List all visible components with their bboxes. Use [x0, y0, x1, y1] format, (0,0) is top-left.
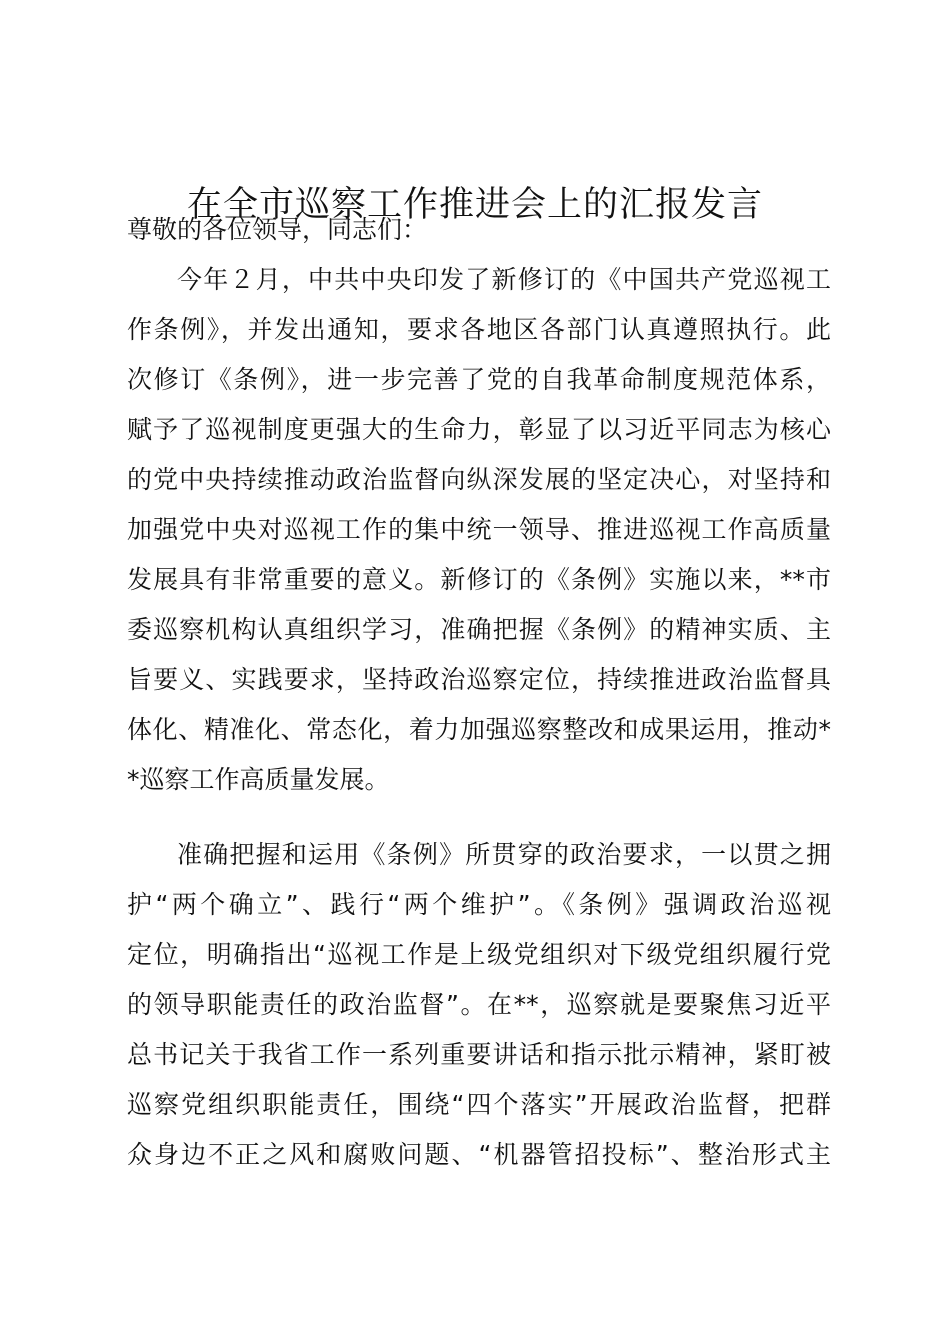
paragraph-line: 定位，明确指出“巡视工作是上级党组织对下级党组织履行党	[127, 940, 831, 969]
paragraph-line: 护“两个确立”、践行“两个维护”。《条例》强调政治巡视	[127, 890, 831, 919]
paragraph-line: 旨要义、实践要求，坚持政治巡察定位，持续推进政治监督具	[127, 665, 831, 694]
paragraph-line: 发展具有非常重要的意义。新修订的《条例》实施以来，**市	[127, 565, 831, 594]
paragraph-line: 总书记关于我省工作一系列重要讲话和指示批示精神，紧盯被	[127, 1040, 831, 1069]
paragraph-line: 体化、精准化、常态化，着力加强巡察整改和成果运用，推动*	[127, 715, 831, 744]
paragraph-line: 巡察党组织职能责任，围绕“四个落实”开展政治监督，把群	[127, 1090, 831, 1119]
paragraph-1	[127, 255, 831, 805]
document-body	[127, 205, 831, 1180]
paragraph-line: 委巡察机构认真组织学习，准确把握《条例》的精神实质、主	[127, 615, 831, 644]
paragraph-line: 作条例》，并发出通知，要求各地区各部门认真遵照执行。此	[127, 315, 831, 344]
salutation: 尊敬的各位领导，同志们：	[127, 215, 428, 244]
paragraph-line: 次修订《条例》，进一步完善了党的自我革命制度规范体系，	[127, 365, 831, 394]
paragraph-line: 加强党中央对巡视工作的集中统一领导、推进巡视工作高质量	[127, 515, 831, 544]
document-title: 在全市巡察工作推进会上的汇报发言	[186, 185, 763, 225]
paragraph-2	[127, 830, 831, 1180]
paragraph-line: 的党中央持续推动政治监督向纵深发展的坚定决心，对坚持和	[127, 465, 831, 494]
paragraph-line: 准确把握和运用《条例》所贯穿的政治要求，一以贯之拥	[177, 840, 831, 869]
paragraph-line: 的领导职能责任的政治监督”。在**，巡察就是要聚焦习近平	[127, 990, 831, 1019]
paragraph-line: 赋予了巡视制度更强大的生命力，彰显了以习近平同志为核心	[127, 415, 831, 444]
paragraph-line: 众身边不正之风和腐败问题、“机器管招投标”、整治形式主	[127, 1140, 831, 1169]
paragraph-line: *巡察工作高质量发展。	[127, 765, 390, 794]
paragraph-line: 今年２月，中共中央印发了新修订的《中国共产党巡视工	[177, 265, 831, 294]
